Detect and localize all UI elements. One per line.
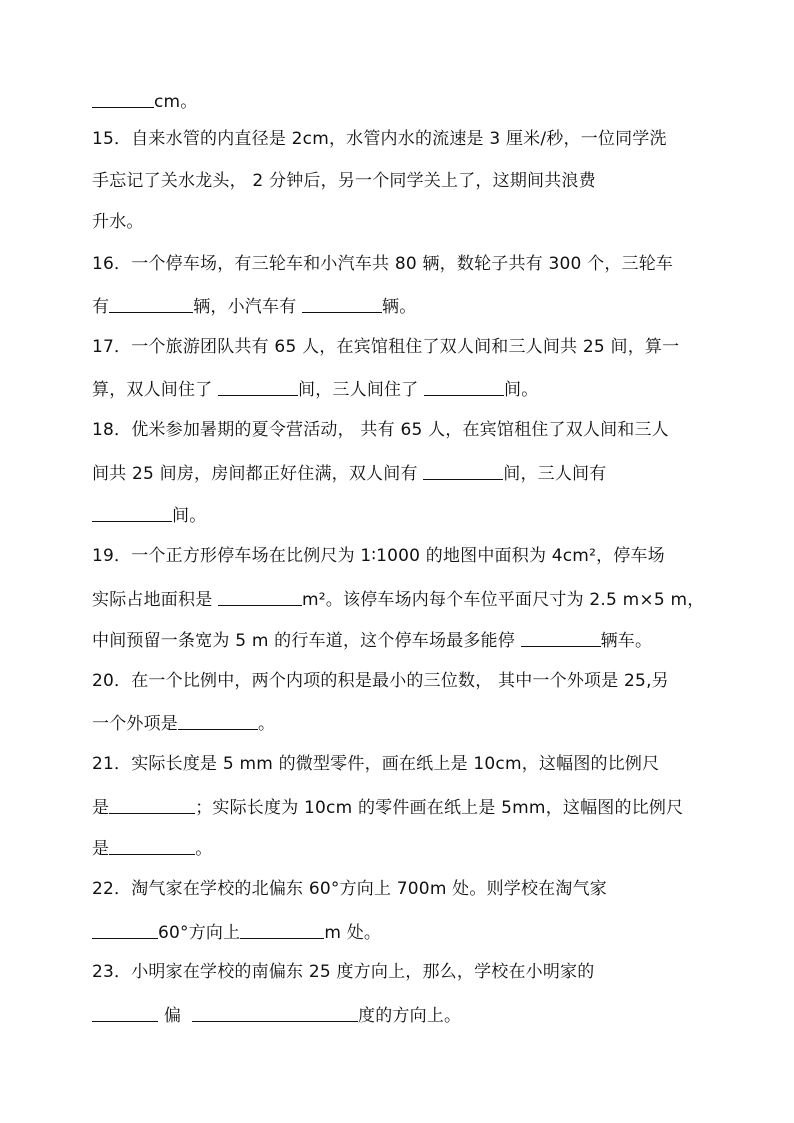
question-21-line-1: 21．实际长度是 5 mm 的微型零件，画在纸上是 10cm，这幅图的比例尺 [92,754,660,774]
text: 。 [195,839,213,859]
answer-blank-double-rooms[interactable] [218,377,298,396]
question-17-line-1: 17．一个旅游团队共有 65 人，在宾馆租住了双人间和三人间共 25 间，算一 [92,337,680,357]
text: 是 [92,798,110,818]
question-19-line-1: 19．一个正方形停车场在比例尺为 1∶1000 的地图中面积为 4cm²，停车场 [92,546,665,566]
answer-blank-scale-1[interactable] [109,795,195,814]
question-19-line-2 [92,586,732,612]
question-17-line-2 [92,376,732,402]
text: 60°方向上 [158,923,241,943]
question-16-line-2 [92,293,732,319]
text: 间共 25 间房，房间都正好住满，双人间有 [92,464,424,484]
text: 算，双人间住了 [92,380,219,400]
answer-blank-scale-2[interactable] [109,836,195,855]
answer-blank-direction[interactable] [92,920,158,939]
text: 中间预留一条宽为 5 m 的行车道，这个停车场最多能停 [92,631,521,651]
text: 间，三人间住了 [298,380,425,400]
text: m²。该停车场内每个车位平面尺寸为 2.5 m×5 m， [302,590,705,610]
answer-blank-area[interactable] [218,587,302,606]
text: 度的方向上。 [358,1006,462,1026]
answer-blank-cars[interactable] [302,294,382,313]
question-18-line-2 [92,460,732,486]
answer-blank-outer-term[interactable] [178,711,258,730]
question-20-line-2 [92,710,732,736]
question-22-line-1: 22．淘气家在学校的北偏东 60°方向上 700m 处。则学校在淘气家 [92,879,607,899]
answer-blank-triple-rooms[interactable] [92,503,172,522]
answer-blank-direction-1[interactable] [92,1003,158,1022]
text: cm。 [154,92,198,112]
question-15-line-1: 15．自来水管的内直径是 2cm，水管内水的流速是 3 厘米/秒，一位同学洗 [92,129,667,149]
question-15-line-2: 手忘记了关水龙头， 2 分钟后，另一个同学关上了，这期间共浪费 [92,171,596,191]
answer-line-prev [92,88,732,114]
text: 实际占地面积是 [92,590,219,610]
text: 辆，小汽车有 [193,297,303,317]
text: 一个外项是 [92,714,178,734]
question-21-line-2 [92,794,732,820]
text: 间，三人间有 [503,464,607,484]
answer-blank-distance[interactable] [240,920,324,939]
text: 偏 [164,1006,182,1026]
text: 是 [92,839,110,859]
question-16-line-1: 16．一个停车场，有三轮车和小汽车共 80 辆，数轮子共有 300 个，三轮车 [92,254,674,274]
text: ；实际长度为 10cm 的零件画在纸上是 5mm，这幅图的比例尺 [195,798,684,818]
question-15-line-3: 升水。 [92,212,144,232]
question-23-line-2 [92,1002,732,1028]
answer-blank[interactable] [92,89,154,108]
answer-blank-direction-2[interactable] [192,1003,358,1022]
text: 有 [92,297,110,317]
text: 。 [258,714,276,734]
answer-blank-triple-rooms[interactable] [424,377,504,396]
question-23-line-1: 23．小明家在学校的南偏东 25 度方向上，那么，学校在小明家的 [92,962,595,982]
answer-blank-tricycles[interactable] [109,294,193,313]
text: 间。 [172,506,207,526]
question-22-line-2 [92,919,732,945]
text: m 处。 [324,923,382,943]
answer-blank-spots[interactable] [521,628,601,647]
text: 辆。 [382,297,417,317]
question-18-line-1: 18．优米参加暑期的夏令营活动， 共有 65 人，在宾馆租住了双人间和三人 [92,420,669,440]
question-21-line-3 [92,835,732,861]
text: 辆车。 [600,631,653,651]
text: 间。 [504,380,539,400]
answer-blank-double-rooms[interactable] [423,461,503,480]
question-19-line-3 [92,627,732,653]
question-20-line-1: 20．在一个比例中，两个内项的积是最小的三位数， 其中一个外项是 25,另 [92,671,669,691]
question-18-line-3 [92,502,732,528]
